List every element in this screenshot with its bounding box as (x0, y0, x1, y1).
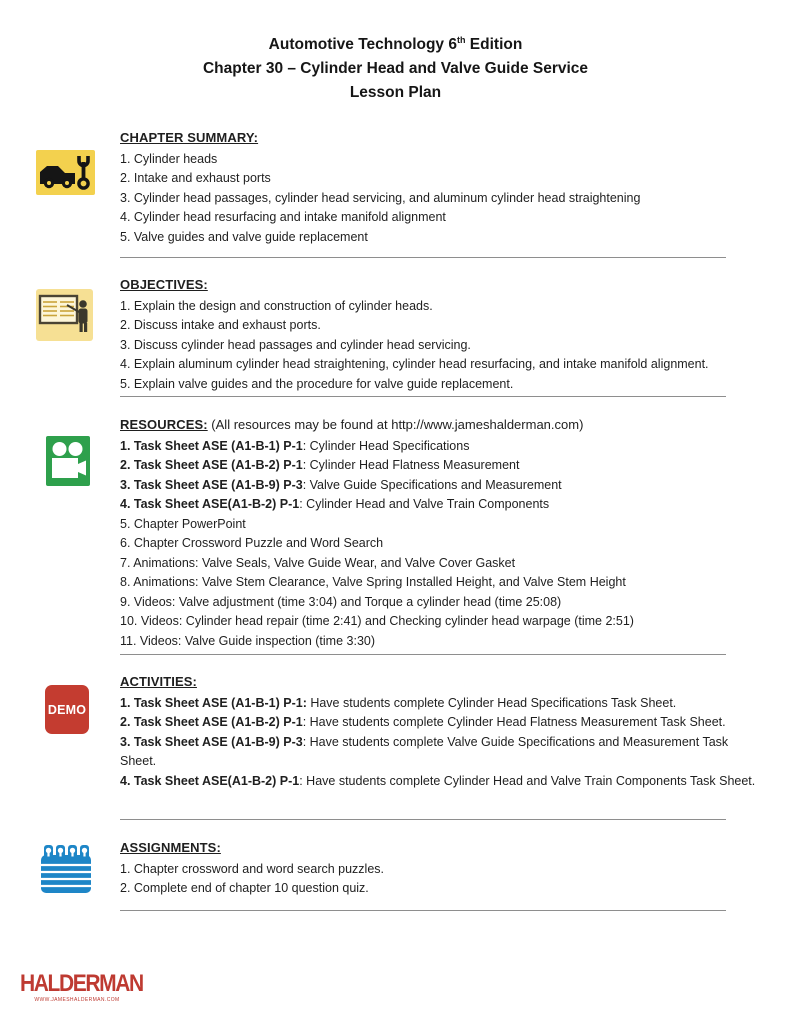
list-item: 3. Cylinder head passages, cylinder head servicing, and aluminum cylinder head straightening (120, 190, 641, 205)
section-activities (120, 672, 765, 791)
list-item: 1. Explain the design and construction of cylinder heads. (120, 298, 433, 313)
title-superscript: th (456, 34, 466, 45)
list-item: 4. Task Sheet ASE(A1-B-2) P-1: Have students complete Cylinder Head and Valve Train Components Task Sheet. (120, 773, 756, 788)
list-item: 5. Chapter PowerPoint (120, 516, 246, 531)
section-heading: OBJECTIVES: (120, 277, 208, 292)
car-repair-icon (36, 150, 95, 200)
list-item: 9. Videos: Valve adjustment (time 3:04) and Torque a cylinder head (time 25:08) (120, 594, 562, 609)
resources-note: (All resources may be found at http://www.jameshalderman.com) (207, 417, 584, 432)
list-item: 6. Chapter Crossword Puzzle and Word Search (120, 536, 384, 550)
halderman-logo-url: WWW.JAMESHALDERMAN.COM (34, 997, 120, 1003)
section-assignments (120, 838, 765, 899)
notes-icon (40, 845, 92, 900)
list-item: 2. Complete end of chapter 10 question quiz. (120, 881, 369, 895)
section-heading: ASSIGNMENTS: (120, 840, 221, 855)
title-line-3: Lesson Plan (349, 84, 442, 101)
list-item: 2. Task Sheet ASE (A1-B-2) P-1: Have students complete Cylinder Head Flatness Measurement Task Sheet. (120, 715, 726, 729)
list-item: 2. Discuss intake and exhaust ports. (120, 318, 321, 332)
section-divider (120, 654, 726, 655)
list-item: 2. Intake and exhaust ports (120, 171, 271, 185)
section-divider (120, 396, 726, 397)
section-heading: RESOURCES: (All resources may be found at http://www.jameshalderman.com) (120, 417, 584, 432)
section-heading: ACTIVITIES: (120, 674, 197, 689)
list-item: 1. Chapter crossword and word search puzzles. (120, 861, 385, 876)
list-item: 2. Task Sheet ASE (A1-B-2) P-1: Cylinder Head Flatness Measurement (120, 458, 520, 472)
list-item: 4. Cylinder head resurfacing and intake manifold alignment (120, 210, 446, 224)
list-item: 4. Explain aluminum cylinder head straightening, cylinder head resurfacing, and intake manifold alignment. (120, 357, 709, 371)
list-item: 1. Cylinder heads (120, 151, 218, 166)
list-item: 5. Explain valve guides and the procedure for valve guide replacement. (120, 376, 514, 391)
halderman-logo (20, 970, 143, 1003)
halderman-logo-text: HALDERMAN (20, 970, 143, 997)
list-item: 3. Discuss cylinder head passages and cylinder head servicing. (120, 337, 471, 352)
section-resources (120, 415, 765, 651)
section-divider (120, 257, 726, 258)
video-camera-icon (46, 436, 90, 491)
list-item: 3. Task Sheet ASE (A1-B-9) P-3: Have students complete Valve Guide Specifications and Measurement Task Sheet. (120, 734, 729, 768)
list-item: 4. Task Sheet ASE(A1-B-2) P-1: Cylinder Head and Valve Train Components (120, 497, 550, 511)
list-item: 7. Animations: Valve Seals, Valve Guide Wear, and Valve Cover Gasket (120, 555, 516, 570)
list-item: 3. Task Sheet ASE (A1-B-9) P-3: Valve Guide Specifications and Measurement (120, 477, 562, 492)
title-line-1: Automotive Technology 6th Edition (268, 34, 523, 53)
list-item: 1. Task Sheet ASE (A1-B-1) P-1: Have students complete Cylinder Head Specifications Task Sheet. (120, 695, 677, 710)
section-divider (120, 910, 726, 911)
section-heading: CHAPTER SUMMARY: (120, 130, 259, 145)
demo-icon (45, 685, 89, 734)
list-item: 11. Videos: Valve Guide inspection (time 3:30) (120, 633, 376, 648)
section-divider (120, 819, 726, 820)
list-item: 5. Valve guides and valve guide replacement (120, 229, 368, 244)
title-line-2: Chapter 30 – Cylinder Head and Valve Guide Service (202, 60, 589, 77)
instructor-presentation-icon (36, 289, 93, 346)
demo-icon-label: DEMO (45, 685, 89, 734)
section-objectives (120, 275, 765, 394)
list-item: 10. Videos: Cylinder head repair (time 2:41) and Checking cylinder head warpage (time 2:51) (120, 614, 634, 628)
page-title (0, 33, 791, 105)
section-chapter-summary (120, 128, 765, 247)
list-item: 8. Animations: Valve Stem Clearance, Valve Spring Installed Height, and Valve Stem Height (120, 575, 626, 589)
list-item: 1. Task Sheet ASE (A1-B-1) P-1: Cylinder Head Specifications (120, 438, 470, 453)
